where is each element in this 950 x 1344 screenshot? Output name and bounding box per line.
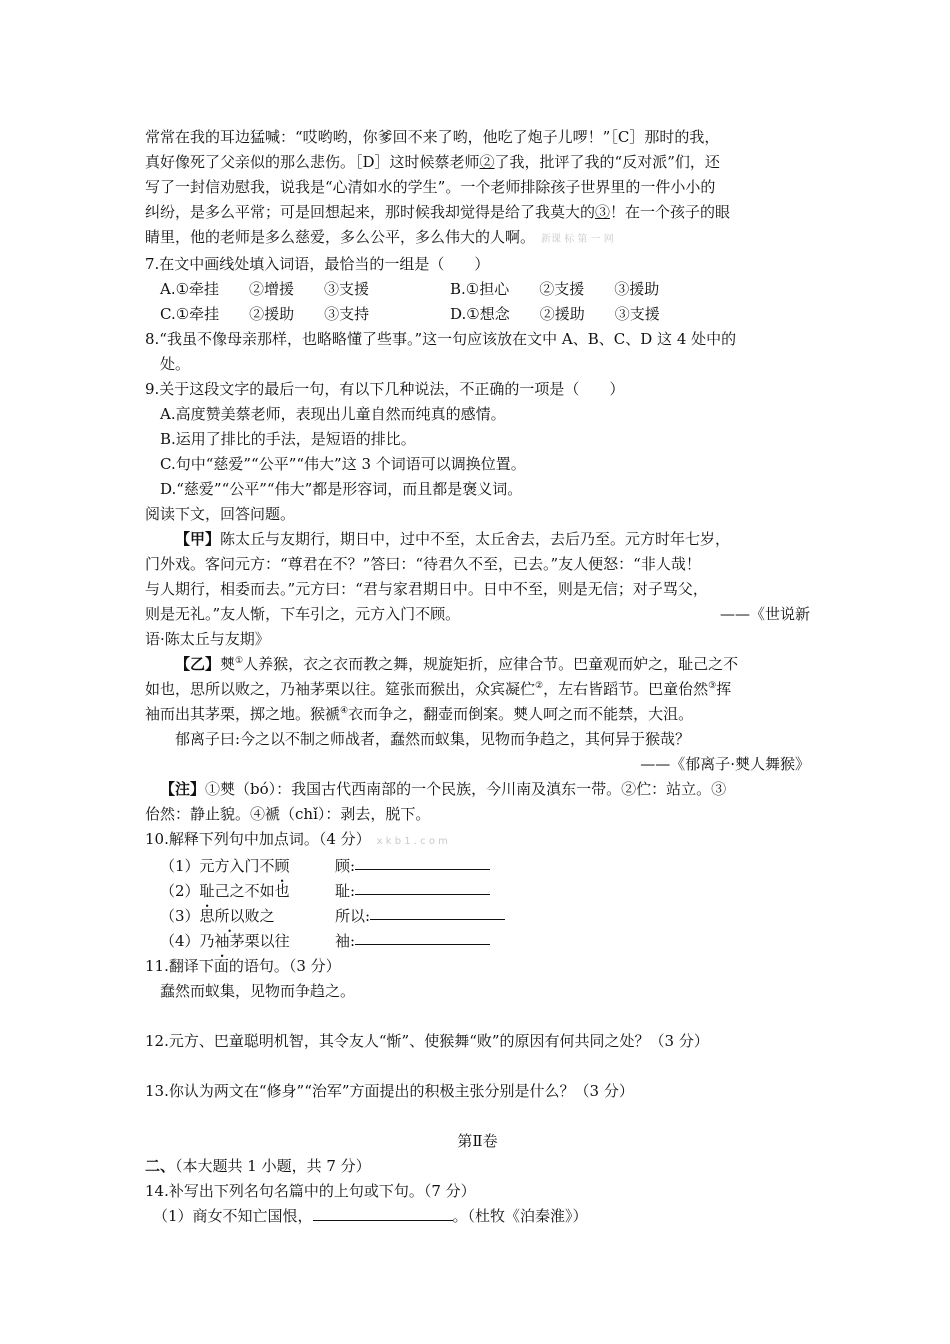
q10-item-text — [160, 929, 335, 954]
answer-label: 耻: — [335, 882, 356, 900]
text-yi-line — [145, 677, 810, 702]
answer-label: 所以: — [335, 907, 371, 925]
item-text: （2） — [160, 882, 200, 900]
option-c: C.①牵挂 ②援助 ③支持 — [160, 305, 370, 323]
passage-line — [145, 200, 810, 225]
q10-item-1 — [145, 854, 810, 879]
passage-line — [145, 225, 810, 252]
text-yi-source: ——《郁离子·僰人舞猴》 — [640, 755, 810, 773]
question-8-stem: 8.“我虽不像母亲那样，也略略懂了些事。”这一句应该放在文中 A、B、C、D 这 4 处中的 — [145, 330, 737, 348]
answer-blank[interactable] — [370, 904, 505, 920]
question-8-stem-cont: 处。 — [160, 355, 191, 373]
text-jia-text: 则是无礼。”友人惭，下车引之，元方入门不顾。 — [145, 605, 461, 623]
question-10-text: 10.解释下列句中加点词。（4 分） — [145, 830, 371, 848]
passage-text: ！在一个孩子的眼 — [610, 203, 731, 221]
q10-item-3 — [145, 904, 810, 929]
question-7-options-row1 — [145, 277, 810, 302]
text-jia-line: 与人期行，相委而去。”元方曰：“君与家君期日中。日中不至，则是无信；对子骂父， — [145, 580, 708, 598]
text-yi-text: ，左右皆蹈节。巴童佁然 — [543, 680, 709, 698]
q10-item-2 — [145, 879, 810, 904]
item-text: 败之 — [244, 907, 275, 925]
option-b: B.①担心 ②支援 ③援助 — [450, 280, 660, 298]
exam-page — [145, 125, 810, 1229]
text-yi-text: 如也，思所以败之，乃袖茅栗以往。筵张而猴出，众宾凝伫 — [145, 680, 536, 698]
option-a: A.高度赞美蔡老师，表现出儿童自然而纯真的感情。 — [160, 405, 506, 423]
dotted-word: 袖 — [214, 932, 230, 950]
footnote-ref: ④ — [340, 706, 349, 716]
passage-text: 了我，批评了我的“反对派”们，还 — [494, 153, 720, 171]
watermark: x k b 1 . c o m — [376, 836, 448, 847]
notes-tag: 【注】 — [160, 780, 206, 798]
question-7-options-row2 — [145, 302, 810, 327]
option-c: C.句中“慈爱”“公平”“伟大”这 3 个词语可以调换位置。 — [160, 455, 526, 473]
item-text: （1）元方入门不 — [160, 857, 275, 875]
passage-line: 常常在我的耳边猛喊：“哎哟哟，你爹回不来了哟，他吃了炮子儿啰！”［C］那时的我， — [145, 128, 720, 146]
q10-item-text — [160, 854, 335, 879]
text-jia-line: 门外戏。客问元方：“尊君在不？”答曰：“待君久不至，已去。”友人便怒：“非人哉！ — [145, 555, 701, 573]
option-d: D.①想念 ②援助 ③支援 — [450, 305, 660, 323]
passage-line — [145, 150, 810, 175]
part-2-title: 第Ⅱ卷 — [457, 1132, 498, 1150]
dotted-word: 耻 — [199, 882, 215, 900]
text-yi-line — [145, 652, 810, 677]
text-jia-line — [145, 602, 810, 627]
question-13-stem: 13.你认为两文在“修身”“治军”方面提出的积极主张分别是什么？（3 分） — [145, 1082, 634, 1100]
section-note: （本大题共 1 小题，共 7 分） — [175, 1157, 371, 1175]
notes-text: ①僰（bó）：我国古代西南部的一个民族，今川南及滇东一带。②伫：站立。③ — [205, 780, 727, 798]
item-text: （1）商女不知亡国恨， — [153, 1207, 313, 1225]
answer-blank[interactable] — [313, 1205, 453, 1221]
question-14-stem: 14.补写出下列名句名篇中的上句或下句。（7 分） — [145, 1182, 476, 1200]
passage-text: 睛里，他的老师是多么慈爱，多么公平，多么伟大的人啊。 — [145, 228, 536, 246]
option-b: B.运用了排比的手法，是短语的排比。 — [160, 430, 416, 448]
notes-line: 佁然：静止貌。④褫（chǐ）：剥去，脱下。 — [145, 805, 431, 823]
footnote-ref: ② — [535, 681, 544, 691]
option-d: D.“慈爱”“公平”“伟大”都是形容词，而且都是褒义词。 — [160, 480, 523, 498]
question-14-item-1 — [145, 1204, 810, 1229]
text-jia-tag: 【甲】 — [175, 530, 221, 548]
text-yi-text: 挥 — [716, 680, 732, 698]
reading-intro: 阅读下文，回答问题。 — [145, 505, 296, 523]
answer-space — [145, 1004, 810, 1029]
dotted-word: 所以 — [214, 907, 245, 925]
answer-blank[interactable] — [355, 854, 490, 870]
text-yi-tag: 【乙】 — [175, 655, 221, 673]
footnote-ref: ① — [235, 656, 244, 666]
blank-marker-2: ② — [479, 153, 495, 171]
watermark: 新课 标 第 一 网 — [541, 234, 614, 245]
answer-blank[interactable] — [355, 929, 490, 945]
text-yi-line — [145, 702, 810, 727]
passage-text: 真好像死了父亲似的那么悲伤。［D］这时候蔡老师 — [145, 153, 480, 171]
question-10-stem — [145, 827, 810, 854]
answer-blank[interactable] — [355, 879, 490, 895]
text-jia-line — [145, 527, 810, 552]
question-11-sentence: 蠢然而蚁集，见物而争趋之。 — [160, 982, 356, 1000]
q10-item-text — [160, 879, 335, 904]
answer-label: 袖: — [335, 932, 356, 950]
text-yi-text: 衣而争之，翻壶而倒案。僰人呵之而不能禁，大沮。 — [348, 705, 694, 723]
item-text: 。（杜牧《泊秦淮》） — [452, 1207, 588, 1225]
passage-line: 写了一封信劝慰我，说我是“心清如水的学生”。一个老师排除孩子世界里的一件小小的 — [145, 178, 716, 196]
question-12-stem: 12.元方、巴童聪明机智，其令友人“惭”、使猴舞“败”的原因有何共同之处？（3 分） — [145, 1032, 709, 1050]
text-yi-text: 僰 — [220, 655, 236, 673]
section-number: 二、 — [145, 1157, 176, 1175]
footnote-ref: ③ — [708, 681, 717, 691]
option-a: A.①牵挂 ②增援 ③支援 — [160, 280, 370, 298]
passage-text: 纠纷，是多么平常；可是回想起来，那时候我却觉得是给了我莫大的 — [145, 203, 596, 221]
question-7-stem: 7.在文中画线处填入词语，最恰当的一组是（ ） — [145, 255, 490, 273]
item-text: （4）乃 — [160, 932, 215, 950]
text-jia-text: 陈太丘与友期行，期日中，过中不至，太丘舍去，去后乃至。元方时年七岁， — [220, 530, 731, 548]
item-text: 茅栗以往 — [229, 932, 290, 950]
text-yi-line: 郁离子曰:今之以不制之师战者，蠢然而蚁集，见物而争趋之，其何异于猴哉？ — [175, 730, 691, 748]
text-jia-source: ——《世说新 — [719, 605, 810, 623]
question-11-stem: 11.翻译下面的语句。（3 分） — [145, 957, 341, 975]
blank-marker-3: ③ — [595, 203, 611, 221]
q10-item-text — [160, 904, 335, 929]
section-2-header — [145, 1154, 810, 1179]
text-jia-source-cont: 语·陈太丘与友期》 — [145, 630, 270, 648]
answer-label: 顾: — [335, 857, 356, 875]
dotted-word: 顾 — [274, 857, 290, 875]
notes-line — [145, 777, 810, 802]
text-yi-text: 袖而出其茅栗，掷之地。猴褫 — [145, 705, 341, 723]
text-yi-text: 人养猴，衣之衣而教之舞，规旋矩折，应律合节。巴童观而妒之，耻己之不 — [243, 655, 739, 673]
question-9-stem: 9.关于这段文字的最后一句，有以下几种说法，不正确的一项是（ ） — [145, 380, 625, 398]
item-text: 己之不如也 — [214, 882, 290, 900]
item-text: （3）思 — [160, 907, 215, 925]
answer-space — [145, 1054, 810, 1079]
answer-space — [145, 1104, 810, 1129]
q10-item-4 — [145, 929, 810, 954]
